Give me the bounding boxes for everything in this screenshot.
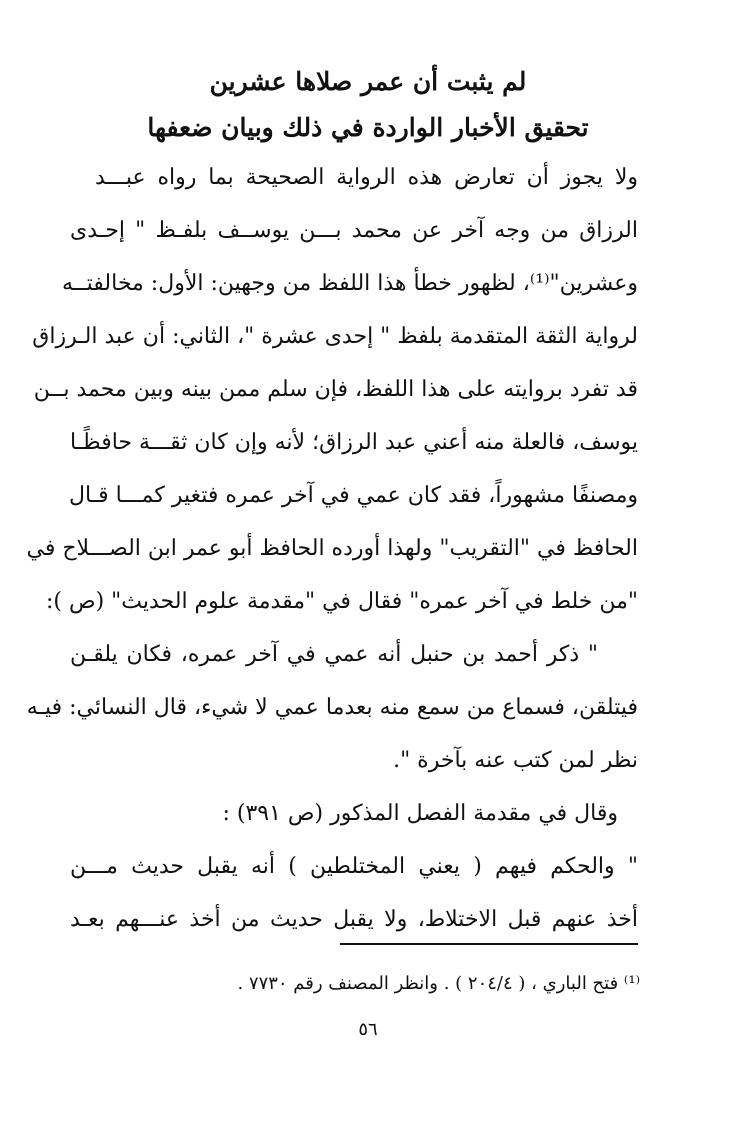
body-line-1: ولا يجوز أن تعارض هذه الرواية الصحيحة بما رواه عبـــد [95, 165, 638, 190]
footnote: ⁽¹⁾ فتح الباري ، ( ٢٠٤/٤ ) . وانظر المصنف رقم ٧٧٣٠ . [237, 973, 640, 994]
page-number: ٥٦ [358, 1019, 378, 1040]
chapter-title: لم يثبت أن عمر صلاها عشرين [209, 67, 527, 96]
body-line-15: أخذ عنهم قبل الاختلاط، ولا يقبل حديث من أخذ عنـــهم بعـد [70, 907, 638, 932]
body-line-13: وقال في مقدمة الفصل المذكور (ص ٣٩١) : [222, 801, 618, 826]
body-line-6: يوسف، فالعلة منه أعني عبد الرزاق؛ لأنه وإن كان ثقـــة حافظًـا [70, 430, 638, 455]
body-line-4: لرواية الثقة المتقدمة بلفظ " إحدى عشرة "، الثاني: أن عبد الـرزاق [32, 324, 638, 349]
body-line-7: ومصنفًا مشهوراً، فقد كان عمي في آخر عمره فتغير كمـــا قـال [69, 483, 638, 508]
chapter-subtitle: تحقيق الأخبار الواردة في ذلك وبيان ضعفها [147, 113, 589, 142]
body-line-8: الحافظ في "التقريب" ولهذا أورده الحافظ أبو عمر ابن الصـــلاح في [26, 536, 638, 561]
body-line-11: فيتلقن، فسماع من سمع منه بعدما عمي لا شيء، قال النسائي: فيـه [26, 695, 638, 720]
body-line-12: نظر لمن كتب عنه بآخرة ". [393, 748, 638, 773]
body-line-14: " والحكم فيهم ( يعني المختلطين ) أنه يقبل حديث مـــن [70, 854, 638, 879]
footnote-divider [340, 943, 638, 945]
body-line-2: الرزاق من وجه آخر عن محمد بـــن يوســف بلفـظ " إحـدى [70, 218, 638, 243]
body-line-5: قد تفرد بروايته على هذا اللفظ، فإن سلم ممن بينه وبين محمد بــن [33, 377, 638, 402]
body-line-9: "من خلط في آخر عمره" فقال في "مقدمة علوم الحديث" (ص ): [45, 589, 638, 614]
body-line-10: " ذكر أحمد بن حنبل أنه عمي في آخر عمره، فكان يلقـن [70, 642, 598, 667]
body-line-3: وعشرين"⁽¹⁾، لظهور خطأ هذا اللفظ من وجهين: الأول: مخالفتــه [61, 271, 638, 296]
